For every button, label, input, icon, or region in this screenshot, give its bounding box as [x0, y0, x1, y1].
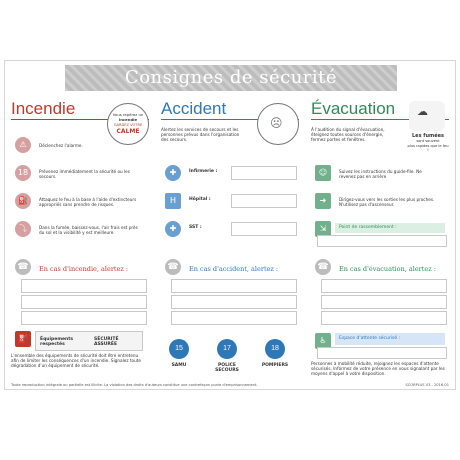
fumees-line2: sont souvent [416, 139, 440, 143]
fire-alert-label: En cas d'incendie, alertez : [39, 265, 129, 273]
evacuation-alert-label: En cas d'évacuation, alertez : [339, 265, 436, 273]
hospital-icon: H [165, 193, 181, 209]
pompiers-number: 18 [265, 339, 285, 359]
callout-line2: incendie [118, 117, 138, 122]
sst-field[interactable] [231, 222, 297, 236]
group-walk-icon: ☺ [315, 165, 331, 181]
police-label: POLICE SECOURS [215, 363, 239, 373]
fire-bottom-text: L'ensemble des équipements de sécurité doit être entretenu afin de limiter les conséquences d'un incendie. Signalez toute dégradation d'un équipement de sécurité. [11, 353, 141, 369]
fire-step2: Prévenez immédiatement la sécurité ou les secours. [39, 169, 130, 180]
security-label: SÉCURITÉ ASSURÉE [94, 337, 119, 347]
assembly-field[interactable] [317, 235, 447, 247]
evacuation-phone-field-3[interactable] [321, 311, 447, 325]
extinguisher-icon: ⛽ [15, 193, 31, 209]
waiting-area-field[interactable] [317, 347, 447, 359]
safety-poster [4, 60, 456, 390]
injured-person-icon [257, 103, 299, 145]
calm-callout [107, 103, 149, 145]
pompiers-label: POMPIERS [261, 363, 289, 368]
exit-icon: ➜ [315, 193, 331, 209]
evac-step2: Dirigez-vous vers les sorties les plus proches. N'utilisez pas d'ascenseur. [339, 197, 435, 208]
fire-step3: Attaquez le feu à la base à l'aide d'extincteurs appropriés sans prendre de risques. [39, 197, 137, 208]
accident-phone-field-3[interactable] [171, 311, 297, 325]
fire-phone-field-2[interactable] [21, 295, 147, 309]
evacuation-phone-field-1[interactable] [321, 279, 447, 293]
evacuation-phone-field-2[interactable] [321, 295, 447, 309]
extinguisher-small-icon: ⛽ [15, 331, 31, 347]
fire-phone-field-3[interactable] [21, 311, 147, 325]
fire-step1: Déclenchez l'alarme. [39, 143, 83, 148]
fire-phone-field-1[interactable] [21, 279, 147, 293]
evacuation-phone-icon: ☎ [315, 259, 331, 275]
footer-copyright: Toute reproduction intégrale ou partielle est illicite. La violation des droits d'auteurs constitue une contrefaçon punie d'emprisonnement. [11, 383, 258, 387]
title-banner [65, 65, 397, 91]
nurse-icon: ✚ [165, 165, 181, 181]
evacuation-intro: À l'audition du signal d'évacuation, éteignez toutes sources d'énergie, fermez portes et fenêtres. [311, 127, 385, 143]
rassemblement-label: Point de rassemblement : [339, 225, 397, 230]
infirmerie-label: Infirmerie : [189, 169, 218, 174]
fire-phone-icon: ☎ [15, 259, 31, 275]
infirmerie-field[interactable] [231, 166, 297, 180]
attente-label: Espace d'attente sécurisé : [339, 336, 401, 341]
callout-line3: GARDEZ VOTRE [113, 123, 143, 127]
injured-glyph: ☹ [270, 116, 283, 130]
callout-line1: Vous repérez un [112, 112, 144, 117]
accident-alert-label: En cas d'accident, alertez : [189, 265, 279, 273]
evacuation-bottom-text: Personnes à mobilité réduite, rejoignez les espaces d'attente sécurisés. Informez de votre présence en vous signalant par les moyens d'appel à votre disposition. [311, 361, 445, 377]
accident-phone-field-2[interactable] [171, 295, 297, 309]
samu-number: 15 [169, 339, 189, 359]
fumees-line1: Les fumées [412, 133, 444, 139]
accident-phone-icon: ☎ [165, 259, 181, 275]
smoke-glyph: ☁ [417, 105, 428, 118]
hopital-label: Hôpital : [189, 197, 211, 202]
wheelchair-icon: ♿ [315, 333, 331, 349]
police-number: 17 [217, 339, 237, 359]
fire-column [11, 99, 151, 385]
accident-title: Accident [161, 99, 227, 118]
fire-step4: Dans la fumée, baissez-vous, l'air frais est près du sol et la visibilité y est meilleure. [39, 225, 138, 236]
footer-code: SCORPLUS V3 - 2016-01 [405, 383, 449, 387]
evacuation-title: Évacuation [311, 99, 396, 118]
callout-line4: CALME [116, 128, 140, 135]
accident-intro: Alertez les services de secours et les personnes prévus dans l'organisation des secours. [161, 127, 240, 143]
alarm-icon: ⚠ [15, 137, 31, 153]
evacuation-column [311, 99, 451, 385]
equipment-badge [35, 331, 143, 351]
first-aid-icon: ✚ [165, 221, 181, 237]
smoke-crouch-icon: ⤵ [15, 221, 31, 237]
accident-column [161, 99, 301, 385]
smoke-warning-icon [409, 101, 445, 131]
sst-label: SST : [189, 225, 202, 230]
equipment-label: Équipements respectés [40, 337, 74, 347]
accident-phone-field-1[interactable] [171, 279, 297, 293]
phone-18-icon: 18 [15, 165, 31, 181]
samu-label: SAMU [171, 363, 187, 368]
fire-title: Incendie [11, 99, 76, 118]
evac-step1: Suivez les instructions du guide-file. Ne revenez pas en arrière [339, 169, 422, 180]
hopital-field[interactable] [231, 194, 297, 208]
assembly-point-icon: ⇲ [315, 221, 331, 237]
poster-title: Consignes de sécurité [124, 67, 338, 88]
fumees-line3: plus rapides que le feu ! [407, 144, 449, 152]
